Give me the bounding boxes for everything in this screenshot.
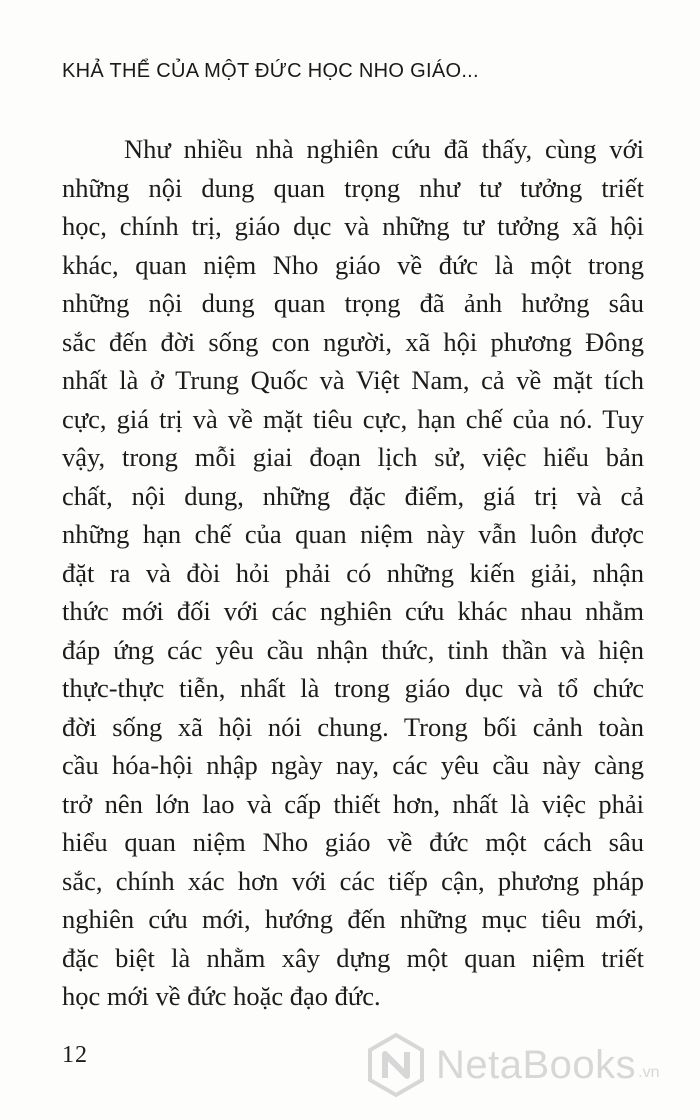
text-line: trở nên lớn lao và cấp thiết hơn, nhất là việc phải [62, 788, 644, 819]
text-line: nghiên cứu mới, hướng đến những mục tiêu mới, [62, 904, 644, 934]
text-line: học mới về đức hoặc đạo đức. [62, 981, 381, 1011]
text-line: học, chính trị, giáo dục và những tư tưởng xã hội [62, 211, 644, 241]
text-line: thức mới đối với các nghiên cứu khác nhau nhằm [62, 596, 644, 626]
text-line: đặc biệt là nhằm xây dựng một quan niệm triết [62, 942, 644, 973]
text-line: hiểu quan niệm Nho giáo về đức một cách sâu [62, 827, 644, 857]
text-line: những nội dung quan trọng đã ảnh hưởng sâu [62, 288, 644, 318]
text-line: những hạn chế của quan niệm này vẫn luôn được [62, 519, 644, 549]
text-line: sắc đến đời sống con người, xã hội phương Đông [62, 326, 644, 357]
body-paragraph [62, 130, 644, 1016]
text-line: đáp ứng các yêu cầu nhận thức, tinh thần và hiện [62, 634, 644, 665]
text-line: vậy, trong mỗi giai đoạn lịch sử, việc hiểu bản [62, 442, 644, 472]
text-line: những nội dung quan trọng như tư tưởng triết [62, 172, 644, 203]
text-line: nhất là ở Trung Quốc và Việt Nam, cả về mặt tích [62, 365, 644, 395]
text-line: đặt ra và đòi hỏi phải có những kiến giải, nhận [62, 557, 644, 588]
page-number: 12 [62, 1042, 88, 1068]
netabooks-logo-icon [366, 1032, 426, 1098]
running-header: KHẢ THỂ CỦA MỘT ĐỨC HỌC NHO GIÁO... [62, 60, 479, 82]
text-line: đời sống xã hội nói chung. Trong bối cảnh toàn [62, 711, 644, 742]
text-line: cực, giá trị và về mặt tiêu cực, hạn chế của nó. Tuy [62, 403, 644, 434]
text-line: khác, quan niệm Nho giáo về đức là một trong [62, 249, 644, 280]
text-line: Như nhiều nhà nghiên cứu đã thấy, cùng với [124, 134, 644, 164]
watermark [366, 1030, 660, 1100]
text-line: cầu hóa-hội nhập ngày nay, các yêu cầu này càng [62, 750, 644, 780]
text-line: sắc, chính xác hơn với các tiếp cận, phương pháp [62, 865, 644, 896]
watermark-brand: NetaBooks [436, 1042, 637, 1087]
text-line: chất, nội dung, những đặc điểm, giá trị và cả [62, 480, 644, 511]
text-line: thực-thực tiễn, nhất là trong giáo dục và tổ chức [62, 673, 644, 703]
watermark-suffix: .vn [638, 1064, 660, 1081]
